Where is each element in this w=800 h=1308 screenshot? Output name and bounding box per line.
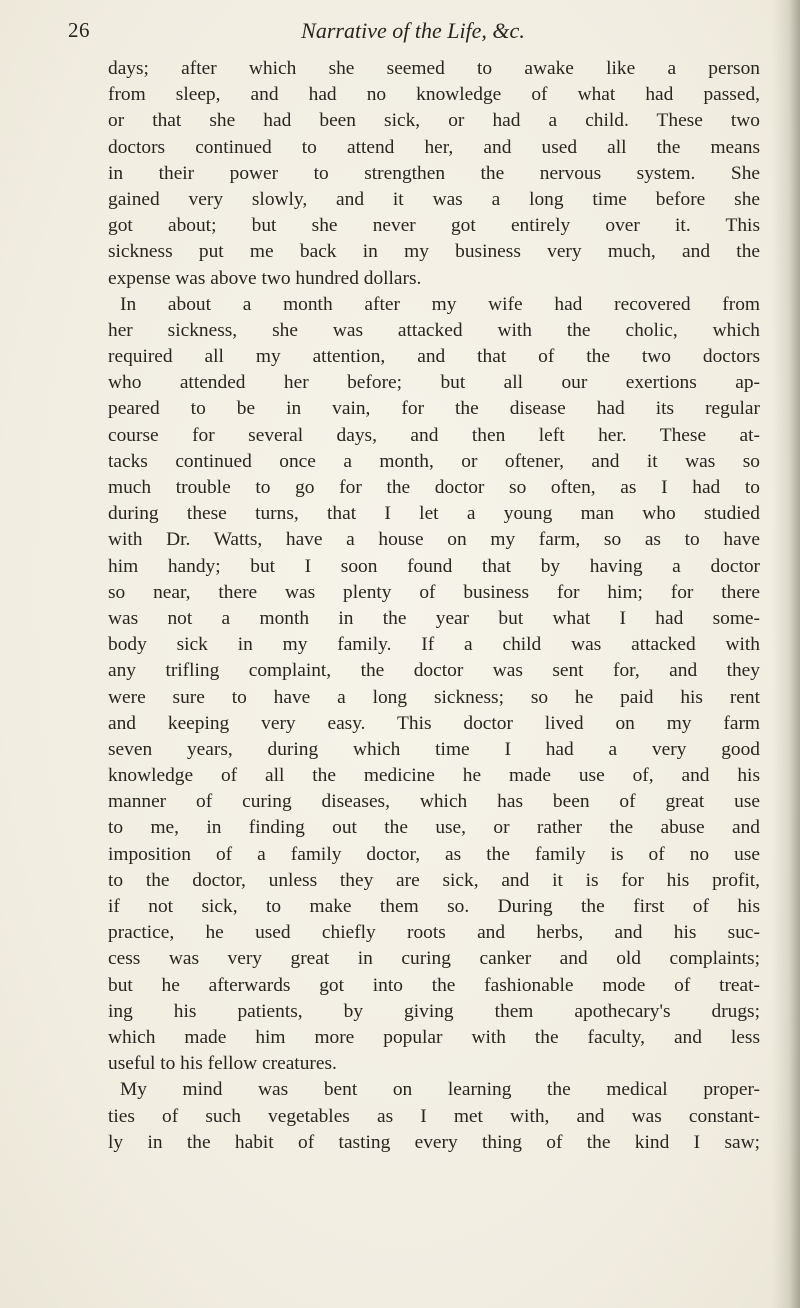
text-line: doctors continued to attend her, and used all the means: [108, 136, 760, 158]
text-line: with Dr. Watts, have a house on my farm, so as to have: [108, 529, 760, 551]
text-line: got about; but she never got entirely over it. This: [108, 215, 760, 237]
text-line: tacks continued once a month, or oftener, and it was so: [108, 450, 760, 472]
text-line: body sick in my family. If a child was attacked with: [108, 634, 760, 656]
text-line: In about a month after my wife had recovered from: [120, 293, 760, 315]
page-header: [68, 18, 758, 52]
text-line: useful to his fellow creatures.: [108, 1053, 337, 1075]
text-line: which made him more popular with the faculty, and less: [108, 1026, 760, 1048]
text-line: knowledge of all the medicine he made use of, and his: [108, 765, 760, 787]
text-line: ing his patients, by giving them apothecary's drugs;: [108, 1000, 760, 1022]
text-line: was not a month in the year but what I had some-: [108, 607, 760, 629]
text-line: ties of such vegetables as I met with, and was constant-: [108, 1105, 760, 1127]
text-line: seven years, during which time I had a very good: [108, 738, 760, 760]
text-line: cess was very great in curing canker and old complaints;: [108, 948, 760, 970]
text-line: much trouble to go for the doctor so often, as I had to: [108, 477, 760, 498]
text-line: and keeping very easy. This doctor lived on my farm: [108, 712, 760, 734]
text-line: so near, there was plenty of business for him; for there: [108, 581, 760, 603]
text-line: her sickness, she was attacked with the cholic, which: [108, 319, 760, 341]
text-line: who attended her before; but all our exertions ap-: [108, 372, 760, 394]
text-line: peared to be in vain, for the disease had its regular: [108, 398, 760, 420]
text-line: to the doctor, unless they are sick, and it is for his profit,: [108, 869, 760, 891]
text-line: manner of curing diseases, which has been of great use: [108, 791, 760, 813]
text-line: days; after which she seemed to awake like a person: [108, 58, 760, 79]
text-line: practice, he used chiefly roots and herbs, and his suc-: [108, 922, 760, 944]
text-line: sickness put me back in my business very much, and the: [108, 241, 760, 263]
text-line: imposition of a family doctor, as the family is of no use: [108, 843, 760, 865]
text-line: if not sick, to make them so. During the first of his: [108, 896, 760, 917]
text-line: or that she had been sick, or had a child. These two: [108, 110, 760, 132]
text-line: expense was above two hundred dollars.: [108, 267, 422, 289]
text-line: My mind was bent on learning the medical proper-: [120, 1079, 760, 1101]
page-edge-shadow: [772, 0, 800, 1308]
text-line: ly in the habit of tasting every thing of the kind I saw;: [108, 1131, 760, 1153]
text-line: any trifling complaint, the doctor was sent for, and they: [108, 660, 760, 682]
body-text: [108, 56, 760, 1156]
page-number: 26: [68, 18, 90, 42]
text-line: course for several days, and then left her. These at-: [108, 424, 760, 446]
text-line: from sleep, and had no knowledge of what had passed,: [108, 84, 760, 106]
text-line: gained very slowly, and it was a long time before she: [108, 188, 760, 210]
text-line: required all my attention, and that of the two doctors: [108, 346, 760, 368]
running-head: Narrative of the Life, &c.: [301, 18, 525, 43]
text-line: but he afterwards got into the fashionable mode of treat-: [108, 974, 760, 996]
text-line: were sure to have a long sickness; so he paid his rent: [108, 686, 760, 708]
text-line: in their power to strengthen the nervous system. She: [108, 162, 760, 184]
text-line: to me, in finding out the use, or rather the abuse and: [108, 817, 760, 839]
text-line: during these turns, that I let a young man who studied: [108, 503, 760, 525]
text-line: him handy; but I soon found that by having a doctor: [108, 555, 760, 577]
